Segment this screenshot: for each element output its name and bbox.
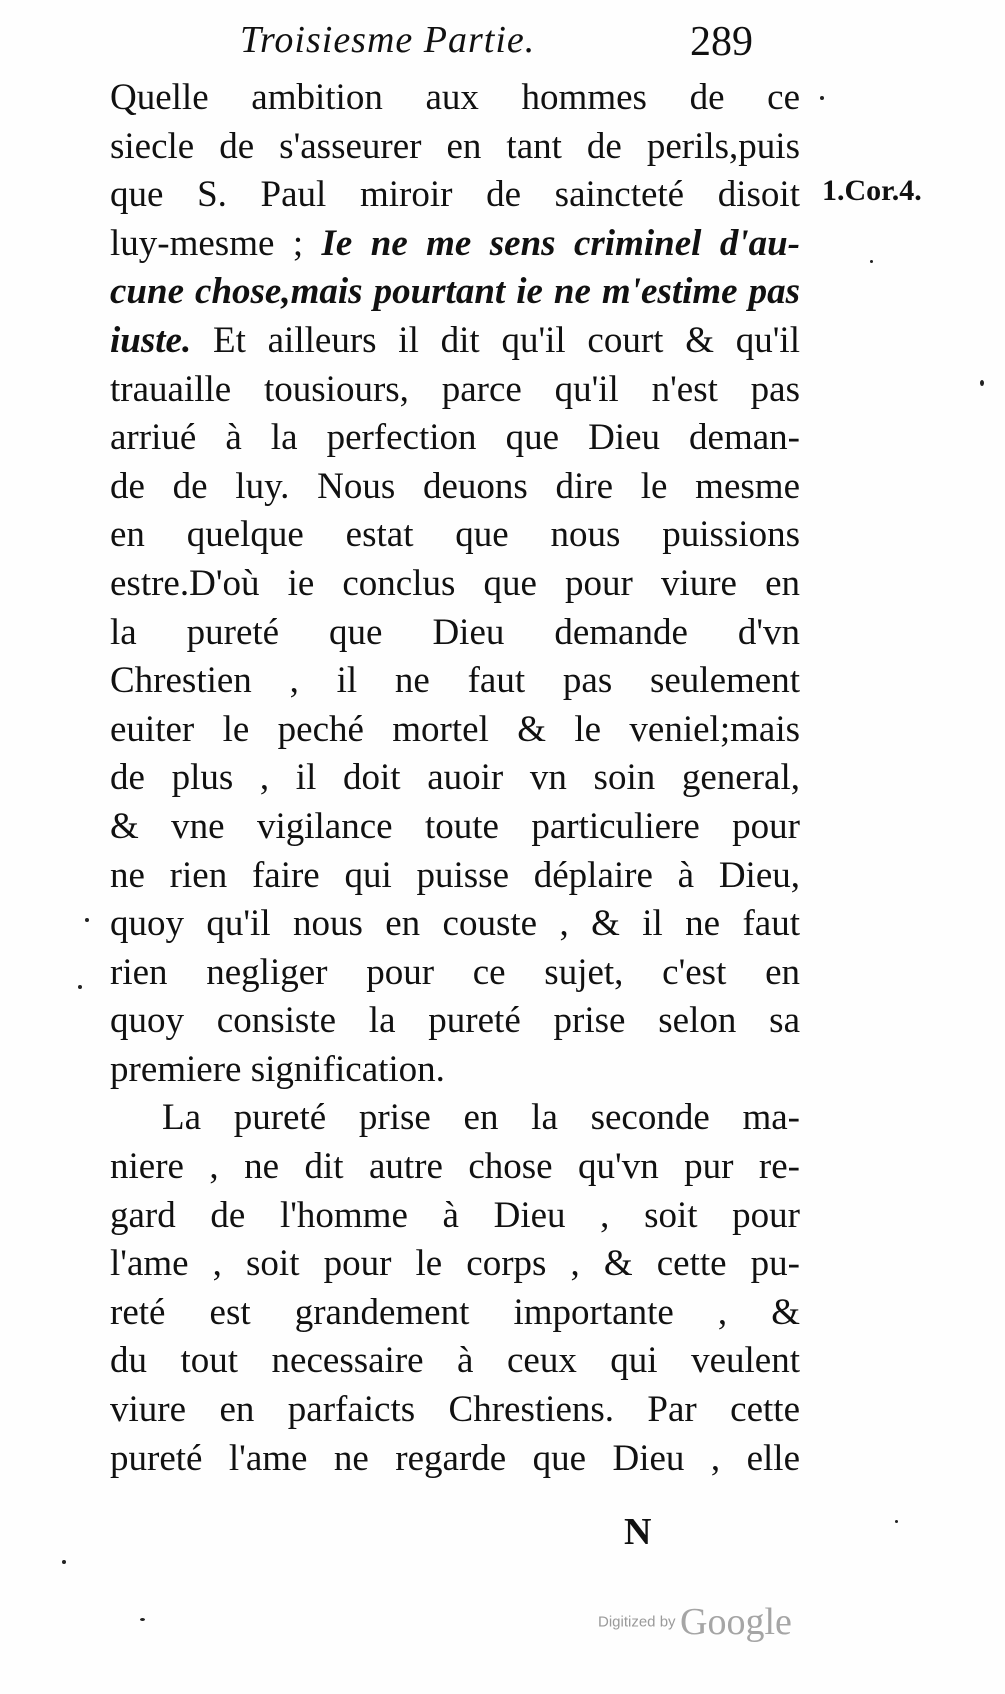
- paragraph-start-line: La pureté prise en la seconde ma-: [162, 1097, 800, 1139]
- body-text: [110, 74, 800, 1483]
- italic-quote-line: cune chose,mais pourtant ie ne m'estime pas: [110, 271, 800, 313]
- text-line-mixed: [110, 317, 800, 366]
- catchword: N: [624, 1511, 652, 1553]
- text-line: quoy qu'il nous en couste , & il ne faut: [110, 903, 800, 945]
- text-line: premiere signification.: [110, 1048, 445, 1090]
- watermark-prefix: Digitized by: [598, 1613, 676, 1631]
- text-line-mixed: [110, 220, 800, 269]
- text-line: Chrestien , il ne faut pas seulement: [110, 660, 800, 702]
- google-logo: Google: [680, 1601, 792, 1643]
- page-header: [240, 18, 800, 68]
- text-line: la pureté que Dieu demande d'vn: [110, 611, 800, 653]
- text-line: arriué à la perfection que Dieu deman-: [110, 417, 800, 459]
- print-speck: [895, 1520, 898, 1523]
- running-head: Troisiesme Partie.: [240, 19, 536, 61]
- text-segment: Et ailleurs il dit qu'il court & qu'il: [212, 319, 800, 361]
- margin-note-reference: 1.Cor.4.: [822, 174, 922, 207]
- text-line: Quelle ambition aux hommes de ce: [110, 77, 800, 118]
- print-speck: [140, 1618, 145, 1621]
- text-line: trauaille tousiours, parce qu'il n'est pas: [110, 368, 800, 410]
- digitized-watermark: [598, 1600, 792, 1644]
- print-speck: [820, 96, 824, 100]
- print-speck: [78, 985, 82, 989]
- text-line: en quelque estat que nous puissions: [110, 514, 800, 556]
- text-line: estre.D'où ie conclus que pour viure en: [110, 562, 800, 604]
- print-speck: [62, 1560, 66, 1564]
- text-line: & vne vigilance toute particuliere pour: [110, 805, 800, 847]
- page-number: 289: [690, 19, 753, 65]
- italic-quote: iuste.: [110, 319, 192, 361]
- text-line: reté est grandement importante , &: [110, 1291, 800, 1333]
- text-line: ne rien faire qui puisse déplaire à Dieu,: [110, 854, 800, 896]
- text-line: l'ame , soit pour le corps , & cette pu-: [110, 1243, 800, 1285]
- text-line: gard de l'homme à Dieu , soit pour: [110, 1194, 800, 1236]
- text-line: pureté l'ame ne regarde que Dieu , elle: [110, 1437, 800, 1479]
- text-line: de de luy. Nous deuons dire le mesme: [110, 465, 800, 507]
- text-line: du tout necessaire à ceux qui veulent: [110, 1340, 800, 1382]
- text-line: siecle de s'asseurer en tant de perils,puis: [110, 125, 800, 167]
- text-line: viure en parfaicts Chrestiens. Par cette: [110, 1389, 800, 1431]
- print-speck: [980, 380, 984, 386]
- print-speck: [870, 260, 873, 263]
- text-line: rien negliger pour ce sujet, c'est en: [110, 951, 800, 993]
- text-line: que S. Paul miroir de saincteté disoit: [110, 174, 800, 216]
- print-speck: [85, 918, 89, 922]
- text-line: euiter le peché mortel & le veniel;mais: [110, 708, 800, 750]
- text-line: de plus , il doit auoir vn soin general,: [110, 757, 800, 799]
- italic-quote: Ie ne me sens criminel d'au-: [321, 222, 800, 264]
- text-line: niere , ne dit autre chose qu'vn pur re-: [110, 1146, 800, 1188]
- text-line: quoy consiste la pureté prise selon sa: [110, 1000, 800, 1042]
- text-segment: luy-mesme ;: [110, 222, 304, 264]
